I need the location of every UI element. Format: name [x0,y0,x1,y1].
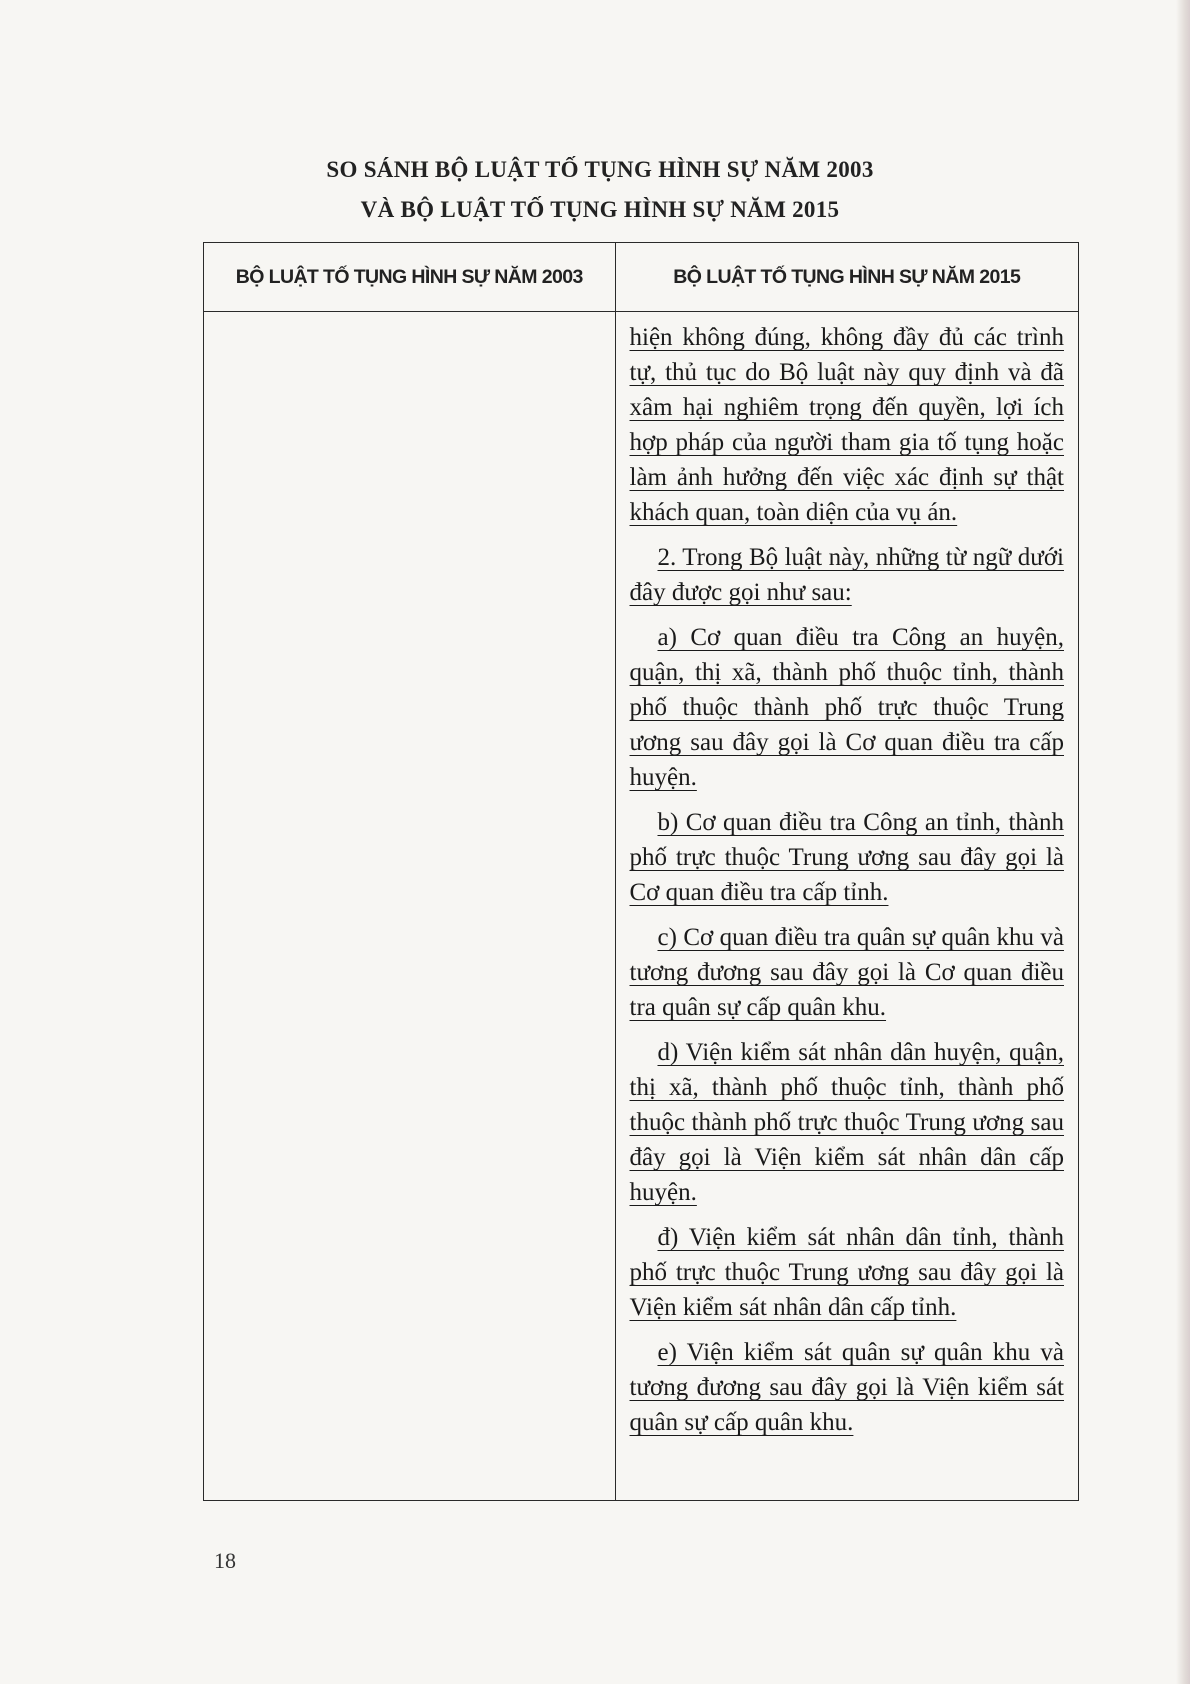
header-2015: BỘ LUẬT TỐ TỤNG HÌNH SỰ NĂM 2015 [615,243,1079,312]
paragraph-point-e: e) Viện kiểm sát quân sự quân khu và tương đương sau đây gọi là Viện kiểm sát quân sự cấp quân khu. [629,1339,1064,1436]
page-edge [1176,0,1190,1684]
table-row [204,312,1079,1501]
cell-2003-empty [204,312,616,1501]
paragraph-point-d: d) Viện kiểm sát nhân dân huyện, quận, thị xã, thành phố thuộc tỉnh, thành phố thuộc thành phố trực thuộc Trung ương sau đây gọi là Viện kiểm sát nhân dân cấp huyện. [629,1039,1064,1206]
paragraph-continuation: hiện không đúng, không đầy đủ các trình tự, thủ tục do Bộ luật này quy định và đã xâm hại nghiêm trọng đến quyền, lợi ích hợp pháp của người tham gia tố tụng hoặc làm ảnh hưởng đến việc xác định sự thật khách quan, toàn diện của vụ án. [629,324,1064,526]
title-line-2: VÀ BỘ LUẬT TỐ TỤNG HÌNH SỰ NĂM 2015 [360,197,840,222]
table-header-row [204,243,1079,312]
paragraph-point-c: c) Cơ quan điều tra quân sự quân khu và tương đương sau đây gọi là Cơ quan điều tra quân sự cấp quân khu. [629,924,1064,1021]
paragraph-point-dd: đ) Viện kiểm sát nhân dân tỉnh, thành phố trực thuộc Trung ương sau đây gọi là Viện kiểm sát nhân dân cấp tỉnh. [629,1224,1064,1321]
paragraph-point-a: a) Cơ quan điều tra Công an huyện, quận, thị xã, thành phố thuộc tỉnh, thành phố thuộc thành phố trực thuộc Trung ương sau đây gọi là Cơ quan điều tra cấp huyện. [629,624,1064,791]
title-line-1: SO SÁNH BỘ LUẬT TỐ TỤNG HÌNH SỰ NĂM 2003 [326,157,874,182]
page-number: 18 [214,1548,236,1573]
header-2003: BỘ LUẬT TỐ TỤNG HÌNH SỰ NĂM 2003 [204,243,616,312]
document-title [190,150,1010,230]
paragraph-point-b: b) Cơ quan điều tra Công an tỉnh, thành phố trực thuộc Trung ương sau đây gọi là Cơ quan điều tra cấp tỉnh. [629,809,1064,906]
cell-2015-content [615,312,1079,1501]
comparison-table [203,242,1079,1501]
paragraph-clause-2: 2. Trong Bộ luật này, những từ ngữ dưới đây được gọi như sau: [629,544,1064,606]
